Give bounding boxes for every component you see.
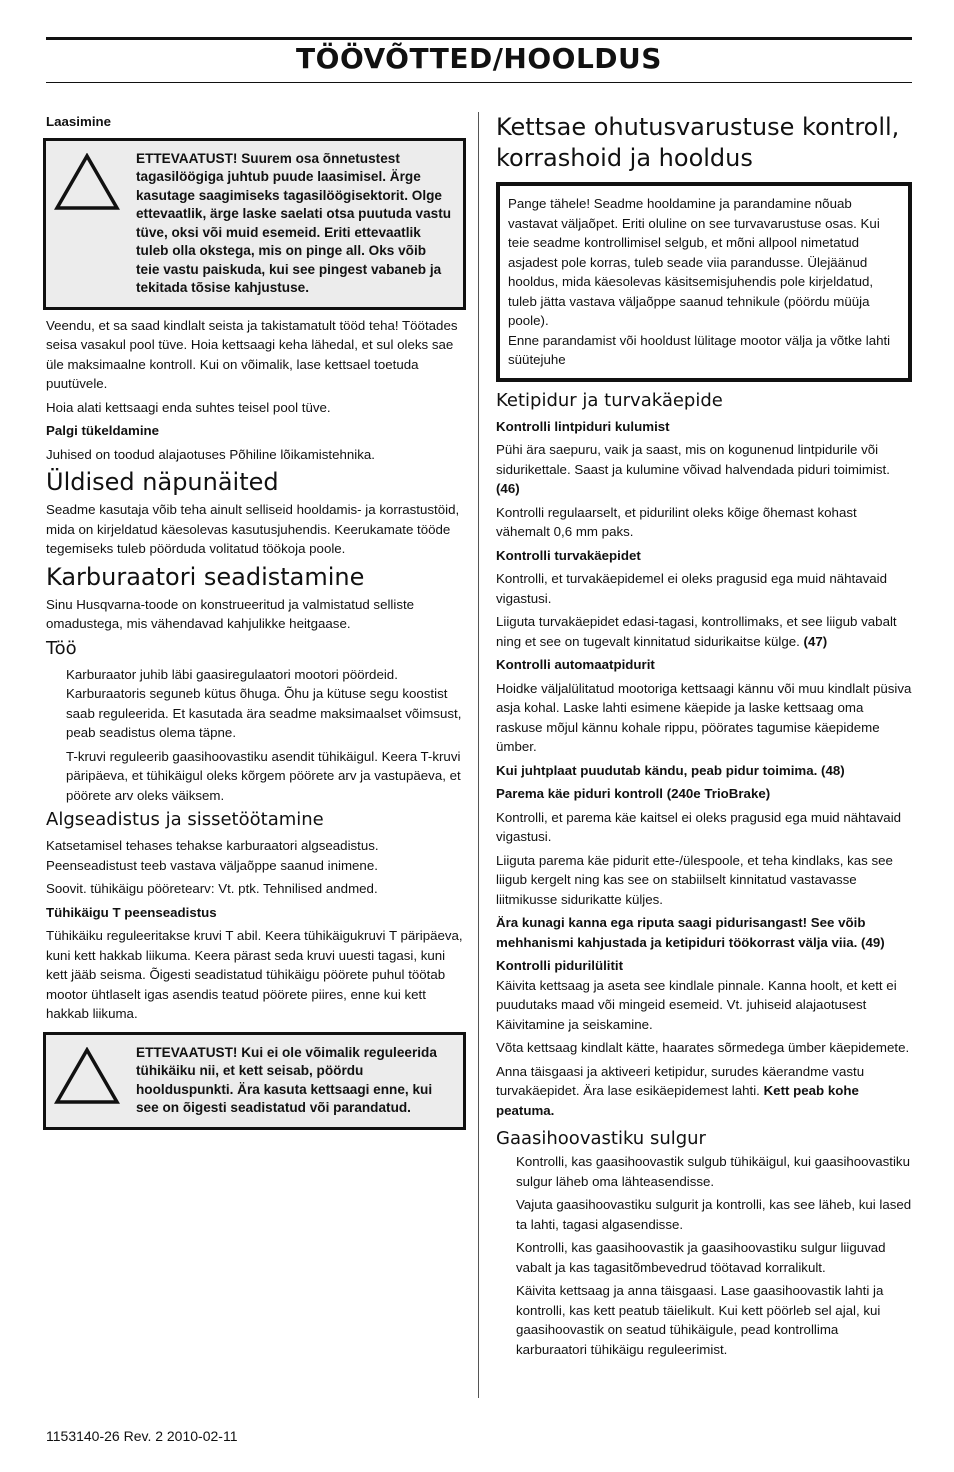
gaasihoovastik-heading: Gaasihoovastiku sulgur bbox=[496, 1128, 706, 1149]
laasimine-heading: Laasimine bbox=[46, 114, 112, 129]
karburaatori-paragraph: Sinu Husqvarna-toode on konstrueeritud ja valmistatud selliste omadustega, mis vähendavad kahjulikke heitgaase. bbox=[46, 596, 415, 631]
algseadistus-paragraph-1: Katsetamisel tehases tehakse karburaatori algseadistus. Peenseadistust teeb vastava väljaõppe saanud inimene. bbox=[46, 838, 379, 873]
warning-text: ETTEVAATUST! Kui ei ole võimalik reguleerida tühikäiku nii, et kett seisab, pöördu hoolduspunkti. Ära kasuta kettsaagi enne, kui see on õigesti seadistatud või parandatud. bbox=[136, 1044, 437, 1115]
warning-triangle-icon bbox=[54, 153, 120, 211]
palgi-paragraph: Juhised on toodud alajaotuses Põhiline lõikamistehnika. bbox=[46, 446, 375, 462]
too-paragraph-1: Karburaator juhib läbi gaasiregulaatori mootori pöördeid. Karburaatoris seguneb kütus õhuga. Õhu ja kütuse segu koostist saab reguleerida. Et kasutada ära seadme maksimaalset võimsust, peab seadistus olema täpne. bbox=[66, 666, 462, 740]
left-column bbox=[46, 112, 466, 1136]
gaasihoovastik-section bbox=[496, 1152, 912, 1359]
gaasihoovastik-paragraph-3: Kontrolli, kas gaasihoovastik ja gaasihoovastiku sulgur liiguvad vabalt ja kas tagasitõmbevedrud töötavad korralikult. bbox=[516, 1240, 886, 1275]
uldised-paragraph: Seadme kasutaja võib teha ainult selliseid hooldamis- ja korrastustöid, mida on kirjeldatud käesolevas kasutusjuhendis. Keerukamate tööde tegemiseks tuleb pöörduda volitatud töökoja poole. bbox=[46, 502, 460, 556]
figure-ref-46: (46) bbox=[496, 481, 520, 496]
header-rule-bottom bbox=[46, 82, 912, 83]
page-footer: 1153140-26 Rev. 2 2010-02-11 bbox=[46, 1428, 238, 1444]
pidurilulitit-text: Anna täisgaasi ja aktiveeri ketipidur, surudes käerandme vastu turvakäepidet. Ära lase esikäepidemest lahti. bbox=[496, 1063, 865, 1098]
parema-kae-paragraph-2: Liiguta parema käe pidurit ette-/ülespoole, et teha kindlaks, kas see liigub kergelt ning kas see on stabiilselt kinnitatud vastavasse liitmikusse sidurikatte küljes. bbox=[496, 852, 893, 907]
pidurilulitit-paragraph-2: Võta kettsaag kindlalt kätte, haarates sõrmedega ümber käepidemete. bbox=[496, 1040, 910, 1055]
parema-kae-heading: Parema käe piduri kontroll (240e TrioBrake) bbox=[496, 786, 771, 801]
pidurilulitit-paragraph-3 bbox=[496, 1062, 912, 1121]
algseadistus-paragraph-2: Soovit. tühikäigu pööretearv: Vt. ptk. Tehnilised andmed. bbox=[46, 881, 378, 896]
pidurilulitit-bold: Kett peab kohe peatuma. bbox=[496, 1083, 859, 1118]
parema-kae-warning: Ära kunagi kanna ega riputa saagi pidurisangast! See võib mehhanismi kahjustada ja ketipiduri töökorrast välja viia. (49) bbox=[496, 915, 885, 950]
gaasihoovastik-paragraph-4: Käivita kettsaag ja anna täisgaasi. Lase gaasihoovastik lahti ja kontrolli, kas kett peatub täielikult. Kui kett pöörleb sel ajal, kui gaasihoovastik on seatud tühikäigule, pead kontrollima karburaatori tühikäigu reguleerimist. bbox=[516, 1283, 884, 1357]
palgi-heading: Palgi tükeldamine bbox=[46, 423, 160, 438]
too-section bbox=[46, 665, 466, 806]
column-divider bbox=[478, 112, 479, 1398]
lintpidur-text: Pühi ära saepuru, vaik ja saast, mis on kogunenud lintpidurile või sidurikettale. Saast ja kulumine võivad halvendada piduri toimimist. bbox=[496, 442, 890, 477]
pidurilulitit-paragraph-1: Käivita kettsaag ja aseta see kindlale pinnale. Kanna hoolt, et kett ei puudutaks maad või mingeid esemeid. Vt. juhiseid alajaotusest Käivitamine ja seiskamine. bbox=[496, 977, 897, 1032]
turvakaepide-paragraph-1: Kontrolli, et turvakäepidemel ei oleks pragusid ega muid nähtavaid vigastusi. bbox=[496, 571, 888, 606]
automaatpidur-paragraph: Hoidke väljalülitatud mootoriga kettsaagi kännu või muu kindlalt püsiva asja kohal. Laske lahti esimene käepide ja laske kettsaag oma raskuse mõjul kännu kohale rippu, pöörates tagumise käepideme ümber. bbox=[496, 680, 912, 754]
page-title: TÖÖVÕTTED/HOOLDUS bbox=[296, 42, 662, 75]
gaasihoovastik-paragraph-2: Vajuta gaasihoovastiku sulgurit ja kontrolli, kas see läheb, kui lased ta lahti, tagasi algasendisse. bbox=[516, 1197, 912, 1232]
parema-kae-paragraph-1: Kontrolli, et parema käe kaitsel ei oleks pragusid ega muid nähtavaid vigastusi. bbox=[496, 809, 902, 844]
lintpidur-paragraph-2: Kontrolli regulaarselt, et pidurilint oleks kõige õhemast kohast vähemalt 0,6 mm paks. bbox=[496, 504, 857, 539]
tuhikaigu-paragraph: Tühikäiku reguleeritakse kruvi T abil. Keera tühikäigukruvi T päripäeva, kuni kett hakkab liikuma. Keera pärast seda kruvi uuesti tagasi, kuni kett jääb seisma. Õigesti seadistatud tühikäigu pöörete puhul töötab mootor ühtlaselt igas asendis teatud pöörete piires, enne kui kett hakkab liikuma. bbox=[46, 928, 463, 1021]
note-paragraph-2: Enne parandamist või hooldust lülitage mootor välja ja võtke lahti süütejuhe bbox=[508, 332, 891, 367]
laasimine-paragraph-2: Hoia alati kettsaagi enda suhtes teisel pool tüve. bbox=[46, 399, 331, 415]
note-paragraph-1: Pange tähele! Seadme hooldamine ja parandamine nõuab vastavat väljaõpet. Eriti oluline on see turvavarustuse osas. Kui teie seadme kontrollimisel selgub, et mõni allpool nimetatud asjadest pole korras, tuleb seade viia parandusse. Ülejäänud hooldus, mida käesolevas käsitsemisjuhendis pole kirjeldatud, tuleb jätta vastava väljaõppe saanud tehnikule (pöördu müüja poole). bbox=[508, 196, 880, 328]
lintpidur-heading: Kontrolli lintpiduri kulumist bbox=[496, 418, 670, 434]
algseadistus-heading: Algseadistus ja sissetöötamine bbox=[46, 809, 324, 830]
right-column bbox=[496, 112, 912, 1363]
ketipidur-heading: Ketipidur ja turvakäepide bbox=[496, 389, 723, 411]
warning-triangle-icon bbox=[54, 1047, 120, 1105]
header-rule-top bbox=[46, 37, 912, 40]
main-heading: Kettsae ohutusvarustuse kontroll, korrashoid ja hooldus bbox=[496, 113, 900, 172]
lintpidur-paragraph-1 bbox=[496, 440, 912, 499]
turvakaepide-paragraph-2 bbox=[496, 612, 912, 651]
uldised-heading: Üldised näpunäited bbox=[46, 468, 279, 496]
figure-ref-47: (47) bbox=[803, 633, 828, 649]
automaatpidur-heading: Kontrolli automaatpidurit bbox=[496, 657, 655, 672]
laasimine-paragraph: Veendu, et sa saad kindlalt seista ja takistamatult tööd teha! Töötades seisa vasakul pool tüve. Hoia kettsaagi keha lähedal, et sul oleks sae üle maksimaalne kontroll. Kui on võimalik, lase kettsael toetuda puutüvele. bbox=[46, 317, 458, 391]
automaatpidur-bold: Kui juhtplaat puudutab kändu, peab pidur toimima. (48) bbox=[496, 762, 845, 778]
warning-box-tuhikaik bbox=[43, 1032, 466, 1130]
pidurilulitit-heading: Kontrolli pidurilülitit bbox=[496, 958, 624, 973]
note-box bbox=[496, 182, 912, 382]
karburaatori-heading: Karburaatori seadistamine bbox=[46, 562, 365, 591]
too-paragraph-2: T-kruvi reguleerib gaasihoovastiku asendit tühikäigul. Keera T-kruvi päripäeva, et tühikäigul oleks kõrgem pöörete arv ja vastupäeva, et pöörete arv oleks väiksem. bbox=[66, 748, 461, 803]
turvakaepide-text: Liiguta turvakäepidet edasi-tagasi, kontrollimaks, et see liigub vabalt ning et see on tugevalt kinnitatud sidurikaitse külge. bbox=[496, 614, 897, 649]
tuhikaigu-heading: Tühikäigu T peenseadistus bbox=[46, 904, 217, 920]
turvakaepide-heading: Kontrolli turvakäepidet bbox=[496, 547, 641, 563]
too-heading: Töö bbox=[46, 637, 77, 659]
warning-box-laasimine bbox=[43, 138, 466, 310]
gaasihoovastik-paragraph-1: Kontrolli, kas gaasihoovastik sulgub tühikäigul, kui gaasihoovastiku sulgur läheb oma lähteasendisse. bbox=[516, 1154, 910, 1189]
warning-text: ETTEVAATUST! Suurem osa õnnetustest tagasilöögiga juhtub puude laasimisel. Ärge kasutage saagimiseks tagasilöögisektorit. Olge ettevaatlik, ärge laske saelati otsa puutuda vastu tüve, oksi või muid esemeid. Eriti ettevaatlik tuleb olla okstega, mis on pinge all. Oks võib teie vastu paiskuda, kui see pingest vabaneb ja tekitada tõsise kahjustuse. bbox=[136, 150, 452, 295]
